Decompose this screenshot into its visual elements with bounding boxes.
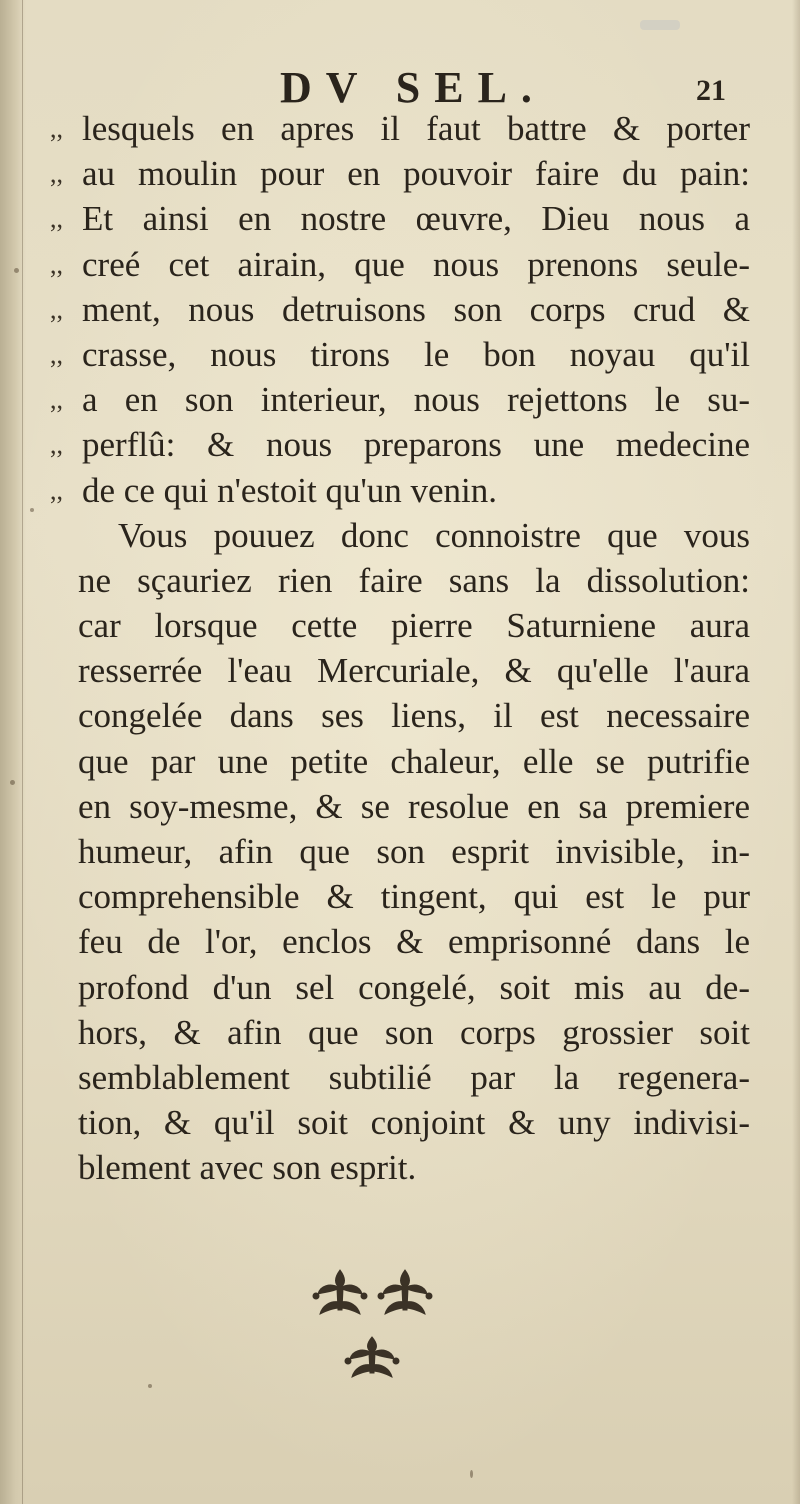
line-text: congelée dans ses liens, il est necessaire	[78, 696, 750, 736]
text-line	[40, 1100, 750, 1145]
line-text: au moulin pour en pouvoir faire du pain:	[82, 154, 750, 194]
text-line	[40, 1010, 750, 1055]
paper-smudge	[640, 20, 680, 30]
text-line	[40, 513, 750, 558]
line-text: crasse, nous tirons le bon noyau qu'il	[82, 334, 750, 374]
line-text: Vous pouuez donc connoistre que vous	[118, 515, 750, 555]
text-line	[40, 784, 750, 829]
text-line	[40, 739, 750, 784]
line-text: car lorsque cette pierre Saturniene aura	[78, 606, 750, 646]
quote-marker: ,,	[50, 114, 63, 143]
text-line	[40, 965, 750, 1010]
line-text: tion, & qu'il soit conjoint & uny indivisi-	[78, 1103, 750, 1143]
text-line	[40, 377, 750, 422]
text-line	[40, 196, 750, 241]
quote-marker: ,,	[50, 204, 63, 234]
line-text: profond d'un sel congelé, soit mis au de-	[78, 967, 750, 1007]
text-line	[40, 919, 750, 964]
body-text	[40, 106, 750, 1191]
line-text: perflû: & nous preparons une medecine	[82, 425, 750, 465]
paper-speck	[10, 780, 15, 785]
quote-marker: ,,	[50, 475, 63, 505]
text-line	[40, 422, 750, 467]
paper-speck	[30, 508, 34, 512]
paper-speck	[470, 1470, 473, 1478]
line-text: resserrée l'eau Mercuriale, & qu'elle l'aura	[78, 651, 750, 691]
line-text: lesquels en apres il faut battre & porter	[82, 109, 750, 148]
binding-edge-line	[22, 0, 23, 1504]
line-text: feu de l'or, enclos & emprisonné dans le	[78, 922, 750, 962]
text-line	[40, 242, 750, 287]
line-text: ment, nous detruisons son corps crud &	[82, 289, 750, 329]
paper-speck	[148, 1384, 152, 1388]
line-text: creé cet airain, que nous prenons seule-	[82, 244, 750, 284]
quote-marker: ,,	[50, 385, 63, 415]
text-line	[40, 151, 750, 196]
text-line	[40, 693, 750, 738]
line-text: de ce qui n'estoit qu'un venin.	[82, 470, 498, 510]
text-line	[40, 874, 750, 919]
line-text: en soy-mesme, & se resolue en sa premiere	[78, 786, 750, 826]
running-head-title: DV SEL.	[280, 63, 546, 112]
paper-speck	[14, 268, 19, 273]
quote-marker: ,,	[50, 339, 63, 369]
line-text: ne sçauriez rien faire sans la dissolution:	[78, 560, 750, 600]
line-text: comprehensible & tingent, qui est le pur	[78, 877, 750, 917]
text-line	[40, 468, 730, 513]
line-text: Et ainsi en nostre œuvre, Dieu nous a	[82, 199, 750, 239]
text-line	[40, 106, 750, 151]
line-text: semblablement subtilié par la regenera-	[78, 1057, 750, 1097]
text-line	[40, 1055, 750, 1100]
text-line	[40, 829, 750, 874]
line-text: a en son interieur, nous rejettons le su-	[82, 380, 750, 420]
running-head	[60, 62, 726, 112]
quote-marker: ,,	[50, 159, 63, 189]
fleuron-ornament-icon	[300, 1258, 450, 1408]
quote-marker: ,,	[50, 294, 63, 324]
text-line	[40, 287, 750, 332]
text-line	[40, 603, 750, 648]
text-line	[40, 332, 750, 377]
quote-marker: ,,	[50, 430, 63, 460]
text-line	[40, 558, 750, 603]
line-text: que par une petite chaleur, elle se putrifie	[78, 741, 750, 781]
line-text: blement avec son esprit.	[78, 1148, 417, 1188]
line-text: hors, & afin que son corps grossier soit	[78, 1012, 750, 1052]
page-edge-shadow	[792, 0, 800, 1504]
page-number: 21	[696, 74, 726, 107]
text-line	[40, 1145, 730, 1190]
quote-marker: ,,	[50, 249, 63, 279]
text-line	[40, 648, 750, 693]
line-text: humeur, afin que son esprit invisible, in-	[78, 832, 750, 871]
